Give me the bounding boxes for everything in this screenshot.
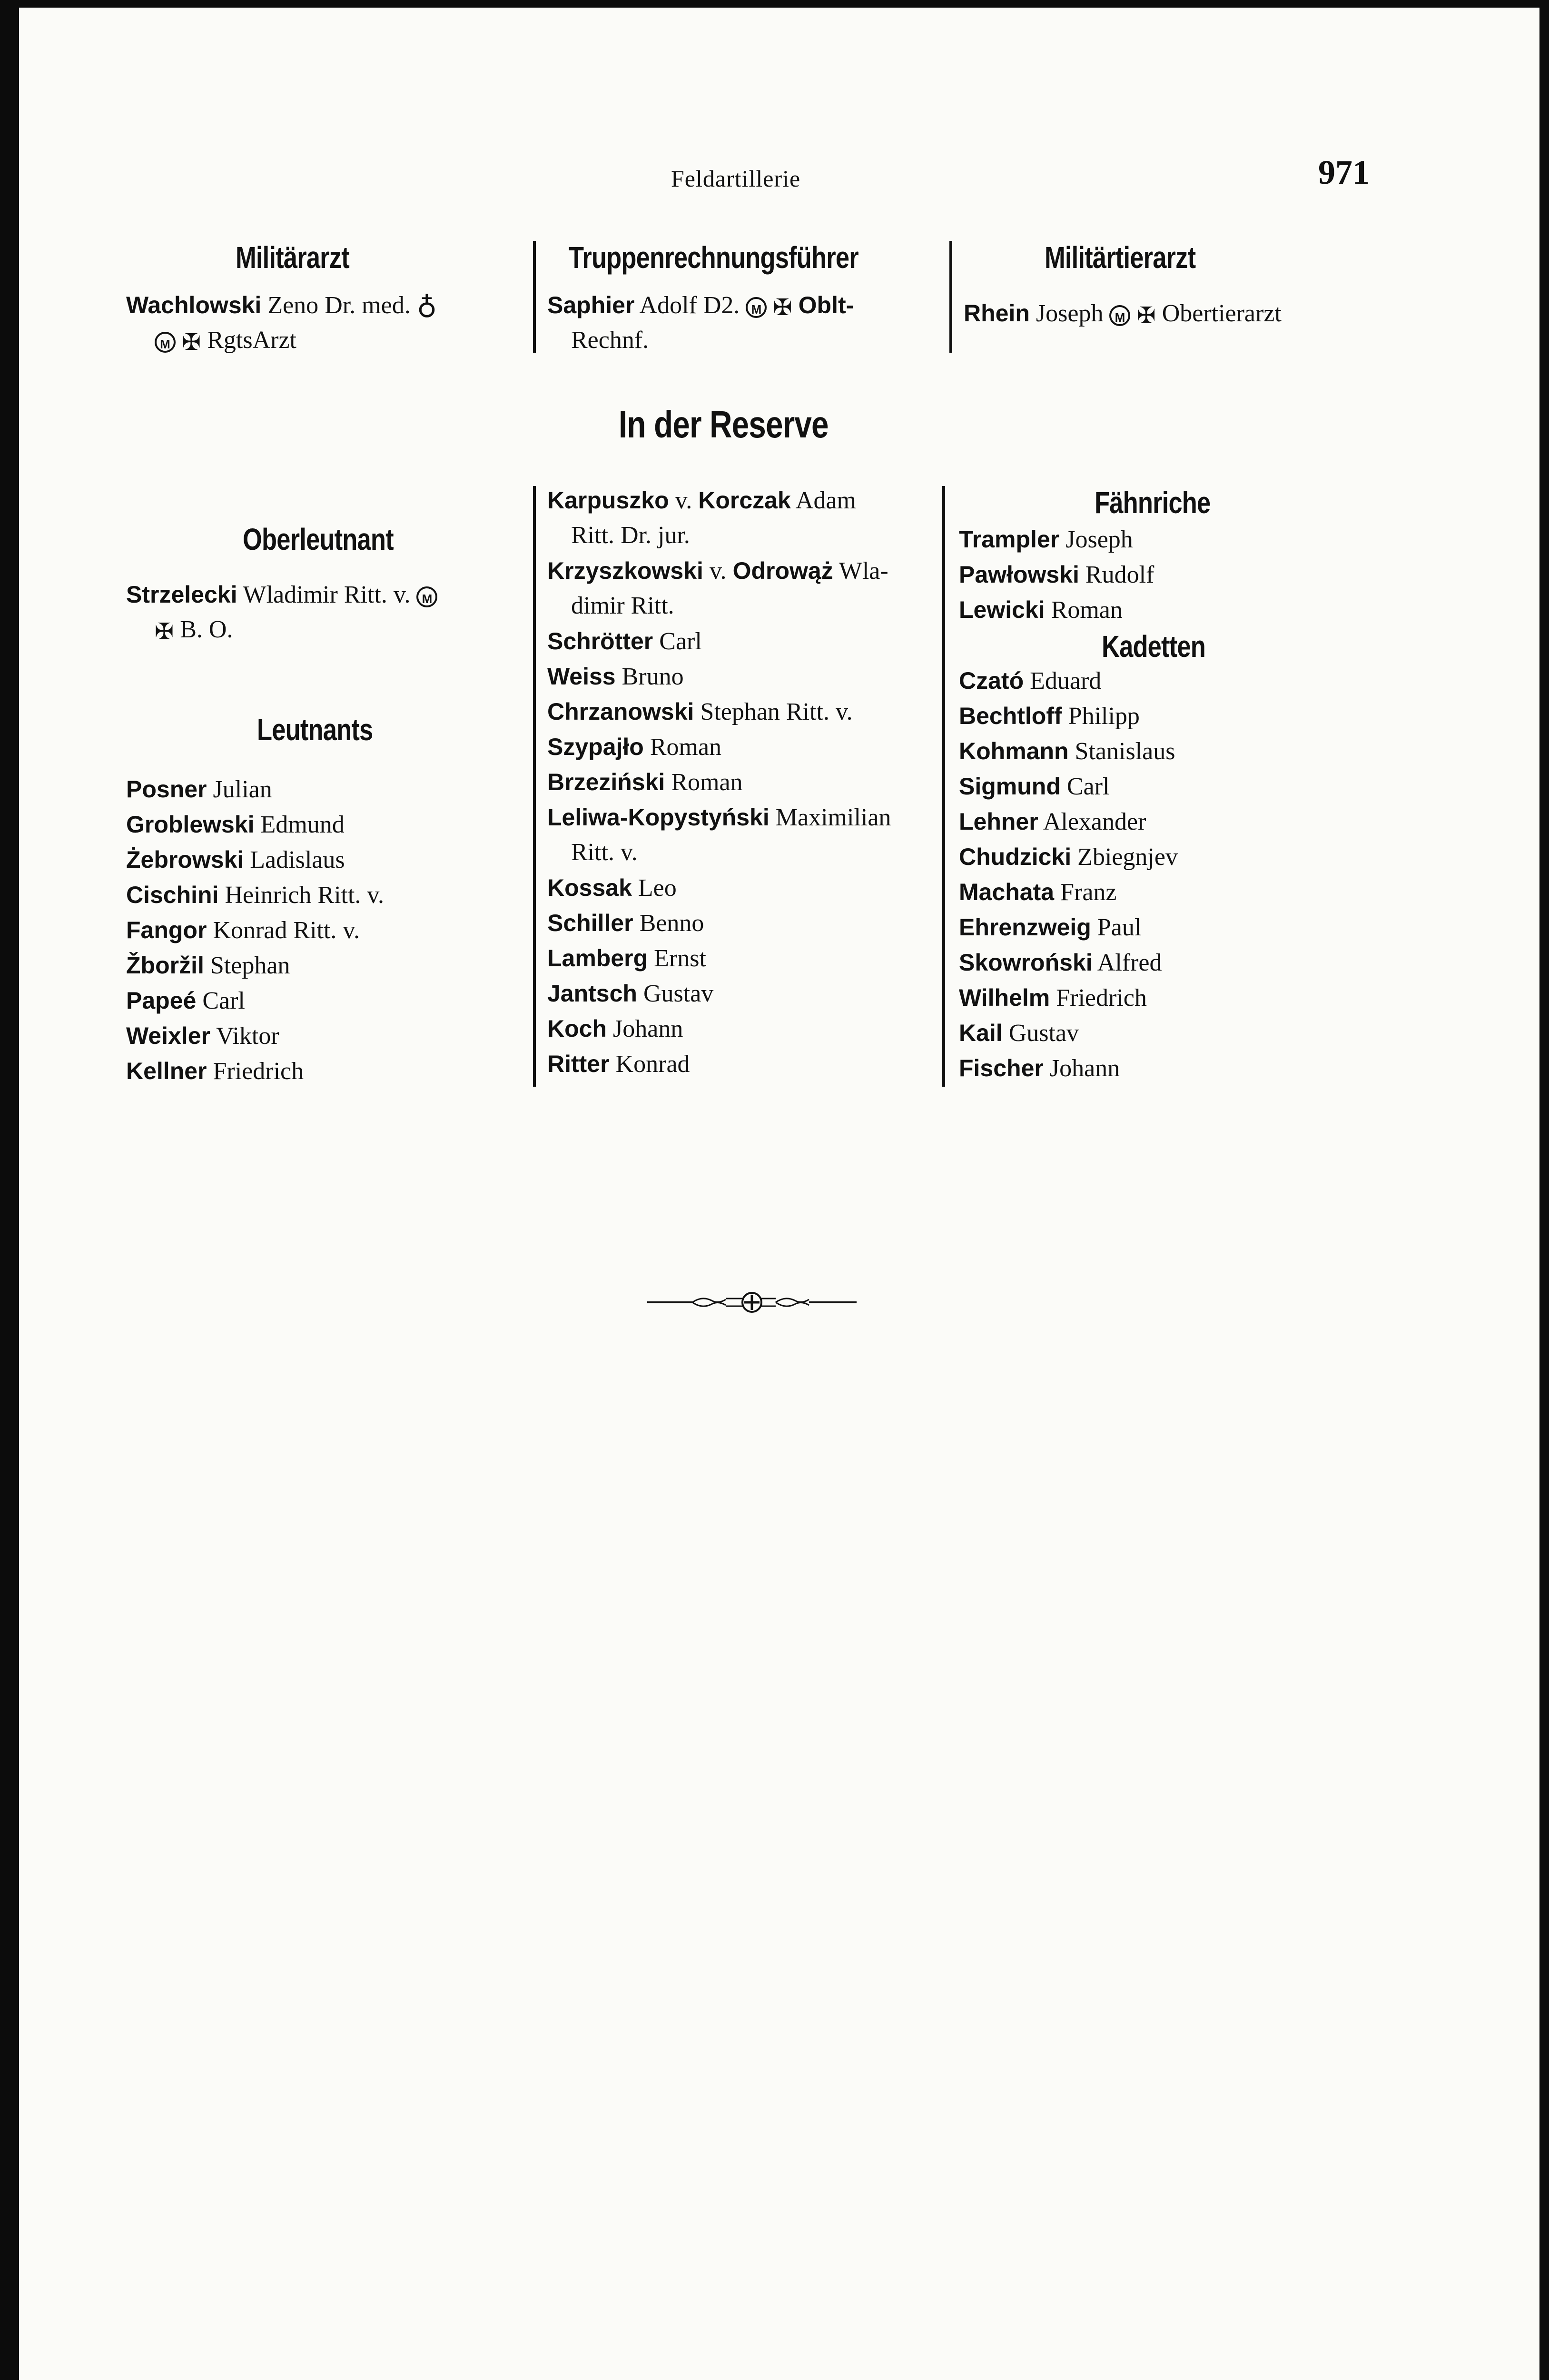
column-rule — [949, 241, 952, 353]
list-item — [959, 698, 1140, 734]
list-item — [547, 905, 704, 941]
list-item — [959, 663, 1101, 699]
entry-militaerarzt — [126, 288, 437, 325]
surname: Brzeziński — [547, 769, 665, 795]
entry-militaerarzt-cont — [155, 323, 296, 360]
list-item — [959, 1015, 1079, 1051]
surname: Czató — [959, 667, 1024, 694]
given-name: Eduard — [1030, 667, 1102, 694]
surname: Fangor — [126, 917, 207, 943]
surname: Żebrowski — [126, 846, 244, 873]
rank: B. O. — [180, 616, 233, 643]
list-item — [547, 483, 856, 518]
medal-icon: M — [416, 586, 437, 607]
surname: Trampler — [959, 526, 1060, 553]
list-item — [959, 769, 1109, 804]
list-item — [126, 912, 360, 948]
surname: Schrötter — [547, 628, 653, 654]
surname: Žboržil — [126, 952, 204, 979]
cross-icon: ✠ — [1136, 302, 1156, 329]
surname: Jantsch — [547, 980, 637, 1007]
surname: Kellner — [126, 1058, 207, 1084]
surname: Korczak — [698, 487, 791, 514]
entry-truppenrechnungsfuehrer — [547, 288, 854, 325]
given-name: Gustav — [643, 980, 714, 1007]
continuation-text: dimir Ritt. — [571, 592, 674, 619]
list-item — [959, 522, 1133, 557]
list-item — [547, 941, 706, 976]
surname: Chrzanowski — [547, 698, 694, 725]
list-item — [126, 983, 245, 1019]
column-rule — [533, 486, 536, 1087]
surname: Saphier — [547, 292, 635, 318]
given-name: v. — [675, 487, 692, 514]
given-name: Joseph — [1036, 300, 1104, 327]
given-name: Carl — [659, 628, 702, 655]
surname: Karpuszko — [547, 487, 669, 514]
medal-icon: M — [746, 297, 767, 318]
list-item — [126, 948, 290, 983]
list-item — [547, 764, 743, 800]
heading-kadetten: Kadetten — [1102, 629, 1205, 664]
given-name: Carl — [202, 987, 245, 1014]
list-item — [959, 557, 1154, 593]
surname: Wachlowski — [126, 292, 262, 318]
column-rule — [942, 486, 945, 1087]
list-item — [547, 694, 853, 730]
surname: Wilhelm — [959, 984, 1050, 1011]
list-item — [547, 553, 888, 589]
entry-oberleutnant-cont — [155, 612, 233, 649]
given-name: Maximilian — [775, 804, 891, 831]
heading-faehnriche: Fähnriche — [1095, 486, 1211, 520]
list-item — [959, 804, 1146, 840]
given-name: Roman — [1051, 596, 1123, 624]
given-name: Gustav — [1008, 1020, 1079, 1047]
list-item — [547, 870, 677, 906]
list-item — [571, 835, 638, 870]
continuation-text: Ritt. Dr. jur. — [571, 522, 690, 549]
heading-oberleutnant: Oberleutnant — [243, 522, 394, 556]
surname: Lehner — [959, 808, 1038, 835]
heading-militaerarzt: Militärarzt — [236, 240, 349, 275]
column-rule — [533, 241, 536, 353]
surname: Leliwa-Kopystyński — [547, 804, 770, 831]
list-item — [547, 976, 713, 1012]
surname: Fischer — [959, 1055, 1044, 1081]
given-name: Bruno — [622, 663, 684, 690]
given-name: Konrad Ritt. v. — [213, 917, 360, 944]
surname: Bechtloff — [959, 703, 1062, 729]
list-item — [547, 1011, 683, 1047]
given-name: Edmund — [260, 811, 345, 838]
heading-leutnants: Leutnants — [257, 713, 373, 747]
entry-oberleutnant — [126, 577, 437, 613]
surname: Koch — [547, 1015, 607, 1042]
medal-icon: M — [155, 332, 176, 353]
surname: Machata — [959, 879, 1055, 905]
given-name: Heinrich Ritt. v. — [225, 882, 385, 909]
list-item — [547, 1046, 690, 1082]
given-name: Adam — [795, 487, 857, 514]
given-name: Alexander — [1043, 808, 1146, 835]
given-name: Benno — [639, 910, 704, 937]
surname: Kail — [959, 1020, 1003, 1046]
surname: Weixler — [126, 1022, 210, 1049]
list-item — [126, 877, 384, 913]
given-name: Viktor — [216, 1022, 279, 1050]
list-item — [571, 588, 674, 624]
given-name: Johann — [1049, 1055, 1120, 1082]
entry-militaertierarzt — [964, 296, 1282, 333]
surname: Skowroński — [959, 949, 1093, 976]
given-name: Paul — [1097, 914, 1142, 941]
list-item — [959, 1051, 1120, 1086]
given-name: Johann — [613, 1015, 683, 1042]
given-name: Friedrich — [213, 1058, 304, 1085]
surname: Sigmund — [959, 773, 1061, 800]
heading-truppenrechnungsfuehrer: Truppenrechnungsführer — [569, 240, 858, 275]
surname: Ritter — [547, 1051, 610, 1077]
list-item — [547, 659, 684, 694]
given-name: Ladislaus — [250, 846, 345, 873]
rank: Obertierarzt — [1162, 300, 1282, 327]
given-name: Zbiegnjev — [1077, 843, 1178, 871]
given-name: Carl — [1066, 773, 1110, 800]
surname: Krzyszkowski — [547, 557, 703, 584]
given-name: Franz — [1060, 879, 1117, 906]
list-item — [126, 772, 272, 807]
surname: Chudzicki — [959, 843, 1072, 870]
surname: Papeé — [126, 987, 197, 1014]
given-name: Ernst — [654, 945, 706, 972]
surname: Pawłowski — [959, 561, 1079, 588]
section-title-reserve: In der Reserve — [619, 403, 829, 446]
running-title: Feldartillerie — [671, 165, 801, 192]
surname: Posner — [126, 776, 207, 803]
surname: Kohmann — [959, 738, 1069, 764]
given-name: Julian — [213, 776, 272, 803]
surname: Strzelecki — [126, 581, 237, 608]
list-item — [126, 807, 345, 843]
list-item — [126, 1053, 304, 1089]
surname: Lamberg — [547, 945, 648, 972]
list-item — [547, 624, 702, 659]
surname: Odrowąż — [732, 557, 833, 584]
cross-icon: ✠ — [773, 294, 792, 321]
given-name: Leo — [638, 874, 677, 902]
given-name: Roman — [650, 734, 722, 761]
given-name: Alfred — [1097, 949, 1162, 976]
cross-icon: ✠ — [155, 618, 174, 645]
rank: Oblt- — [798, 292, 854, 318]
surname: Rhein — [964, 300, 1030, 327]
given-name: Wladimir Ritt. v. — [243, 581, 411, 608]
surname: Szypajło — [547, 734, 644, 760]
given-name: Friedrich — [1056, 984, 1147, 1012]
given-name: Rudolf — [1085, 561, 1154, 588]
list-item — [959, 980, 1147, 1016]
continuation-text: Ritt. v. — [571, 839, 638, 866]
list-item — [571, 518, 690, 553]
list-item — [547, 729, 721, 765]
surname: Kossak — [547, 874, 632, 901]
list-item — [959, 910, 1141, 945]
surname: Groblewski — [126, 811, 255, 838]
heading-militaertierarzt: Militärtierarzt — [1045, 240, 1196, 275]
given-name: Wla- — [839, 557, 888, 585]
entry-truppenrechnungsfuehrer-cont: Rechnf. — [571, 327, 649, 354]
page-number: 971 — [1318, 153, 1370, 191]
list-item — [959, 874, 1116, 910]
surname: Schiller — [547, 910, 633, 936]
given-name: Zeno Dr. med. — [267, 292, 411, 319]
list-item — [126, 842, 345, 878]
given-name: Stanislaus — [1075, 738, 1175, 765]
surname: Ehrenzweig — [959, 914, 1091, 941]
list-item — [959, 839, 1178, 875]
surname: Weiss — [547, 663, 616, 690]
given-name: Roman — [671, 769, 743, 796]
ring-symbol-icon: ♁ — [416, 291, 437, 324]
given-name: Joseph — [1066, 526, 1133, 553]
list-item — [547, 800, 891, 835]
list-item — [126, 1018, 279, 1054]
given-name: Philipp — [1068, 703, 1140, 730]
rank: RgtsArzt — [207, 327, 296, 354]
medal-icon: M — [1109, 305, 1130, 326]
given-name: Konrad — [615, 1051, 690, 1078]
surname: Cischini — [126, 882, 219, 908]
document-page — [19, 8, 1539, 2380]
list-item — [959, 592, 1123, 628]
list-item — [959, 734, 1175, 769]
surname: Lewicki — [959, 596, 1045, 623]
given-name: v. — [709, 557, 727, 585]
cross-icon: ✠ — [182, 329, 201, 356]
given-name: Stephan Ritt. v. — [700, 698, 853, 725]
given-name: Adolf D2. — [639, 292, 740, 319]
given-name: Stephan — [210, 952, 290, 979]
ornament-divider-icon — [647, 1288, 857, 1317]
list-item — [959, 945, 1162, 981]
